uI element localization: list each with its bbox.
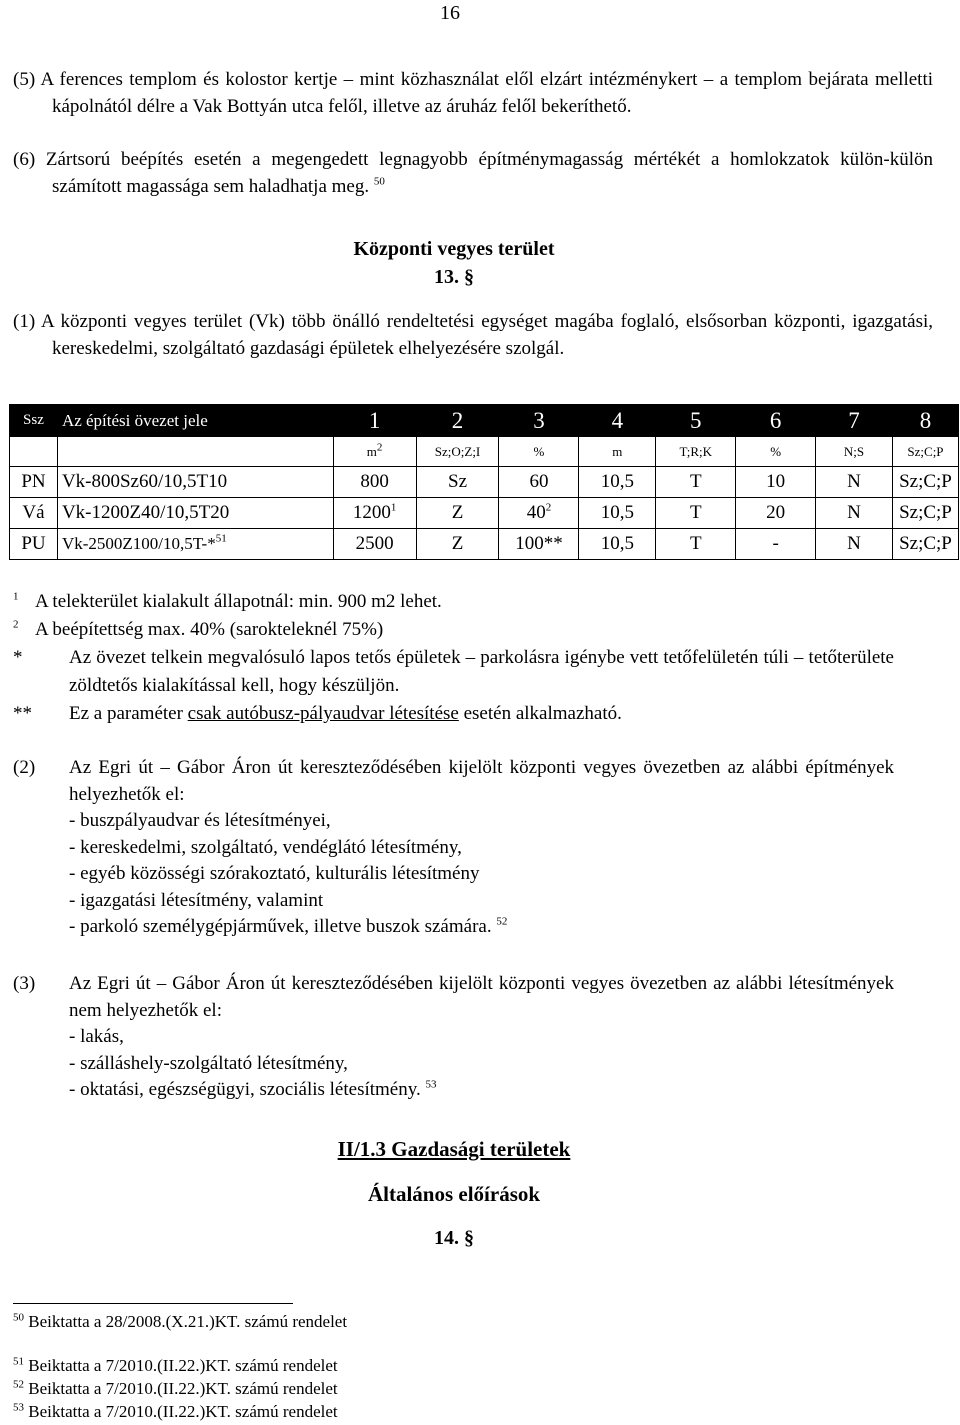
- cell-col-5: T: [656, 529, 736, 560]
- unit-cell: N;S: [816, 437, 893, 467]
- list-item-text: - oktatási, egészségügyi, szociális létesítmény.: [69, 1079, 421, 1100]
- note-2-sup: 2: [13, 618, 19, 631]
- header-col-7: 7: [816, 405, 893, 437]
- header-col-8: 8: [892, 405, 958, 437]
- note-ref-2: 2: [545, 501, 552, 514]
- unit-cell: [10, 437, 58, 467]
- note-ref-1: 1: [390, 501, 397, 514]
- list-item: [69, 1077, 894, 1104]
- cell-col-8: Sz;C;P: [892, 529, 958, 560]
- section-number-14: 14. §: [434, 1227, 474, 1249]
- footnote-52: [13, 1378, 338, 1400]
- unit-cell: %: [736, 437, 816, 467]
- chapter-title: II/1.3 Gazdasági területek: [337, 1137, 571, 1161]
- note-1-text: A telekterület kialakult állapotnál: min. 900 m2 lehet.: [35, 591, 442, 612]
- header-col-5: 5: [656, 405, 736, 437]
- cell-col-2: Sz: [416, 467, 499, 498]
- cell-ssz: Vá: [10, 498, 58, 529]
- footnote-ref-50: 50: [373, 175, 385, 188]
- unit-cell: [57, 437, 333, 467]
- list-item: - lakás,: [69, 1026, 124, 1047]
- unit-cell: [333, 437, 416, 467]
- paragraph-5: (5) A ferences templom és kolostor kertje – mint közhasználat elől elzárt intézménykert – a templom bejárata melletti kápolnától délre a Vak Bottyán utca felől, illetve az áruház felől bekeríthető.: [13, 69, 933, 117]
- table-row: [10, 498, 959, 529]
- list-item: [69, 914, 894, 941]
- cell-col-7: N: [816, 498, 893, 529]
- paragraph-3: [13, 971, 894, 1104]
- unit-m: m: [366, 443, 377, 459]
- footnote-ref-52: 52: [496, 915, 508, 928]
- header-col-2: 2: [416, 405, 499, 437]
- cell-col-6: -: [736, 529, 816, 560]
- note-star-text: Az övezet telkein megvalósuló lapos tetős épületek – parkolásra igénybe vett tetőfelületén túli – tetőterülete zöldtetős kialakítással kell, hogy készüljön.: [69, 647, 894, 696]
- note-text-underlined: csak autóbusz-pályaudvar létesítése: [187, 703, 459, 724]
- cell-col-1: [333, 498, 416, 529]
- unit-m-sup: 2: [376, 441, 383, 454]
- list-item: - buszpályaudvar és létesítményei,: [69, 810, 331, 831]
- note-2-text: A beépítettség max. 40% (sarokteleknél 75%): [35, 619, 384, 640]
- cell-col-4: 10,5: [579, 529, 656, 560]
- paragraph-6-text: (6) Zártsorú beépítés esetén a megengedett legnagyobb építménymagasság mértékét a homlokzatok külön-külön számított magassága sem haladhatja meg.: [13, 149, 933, 197]
- paragraph-1: (1) A központi vegyes terület (Vk) több önálló rendeltetési egységet magába foglaló, elsősorban központi, igazgatási, kereskedelmi, szolgáltató gazdasági épületek elhelyezésére szolgál.: [13, 311, 933, 359]
- cell-col-4: 10,5: [579, 498, 656, 529]
- general-title: Általános előírások: [367, 1182, 541, 1206]
- cell-col-3: 100**: [499, 529, 579, 560]
- list-item: - kereskedelmi, szolgáltató, vendéglátó létesítmény,: [69, 836, 462, 858]
- footnote-text: Beiktatta a 7/2010.(II.22.)KT. számú rendelet: [28, 1379, 338, 1398]
- footnote-text: Beiktatta a 7/2010.(II.22.)KT. számú rendelet: [28, 1402, 338, 1421]
- table-header-row: [10, 405, 959, 437]
- note-1-mark: [13, 588, 35, 616]
- section-title: Központi vegyes terület: [353, 238, 555, 260]
- header-col-3: 3: [499, 405, 579, 437]
- note-text-b: esetén alkalmazható.: [463, 703, 622, 724]
- cell-col-6: 10: [736, 467, 816, 498]
- unit-cell: m: [579, 437, 656, 467]
- unit-cell: %: [499, 437, 579, 467]
- table-notes: [13, 588, 894, 728]
- note-1-sup: 1: [13, 590, 19, 603]
- footnote-number: 51: [13, 1355, 24, 1368]
- note-text-a: Ez a paraméter: [69, 703, 183, 724]
- list-item: - igazgatási létesítmény, valamint: [69, 889, 324, 911]
- cell-col-8: Sz;C;P: [892, 498, 958, 529]
- zoning-table: [9, 404, 959, 560]
- header-ssz: Ssz: [10, 405, 58, 437]
- cell-col-8: Sz;C;P: [892, 467, 958, 498]
- cell-ssz: PU: [10, 529, 58, 560]
- cell-col-1: 800: [333, 467, 416, 498]
- list-item: - egyéb közösségi szórakoztató, kulturális létesítmény: [69, 863, 480, 884]
- chapter-title-wrap: [0, 1137, 908, 1162]
- paragraph-3-number: (3): [13, 973, 36, 994]
- list-item-text: - parkoló személygépjárművek, illetve buszok számára.: [69, 916, 492, 937]
- unit-cell: T;R;K: [656, 437, 736, 467]
- note-1: [13, 588, 894, 616]
- cell-col-2: Z: [416, 529, 499, 560]
- footnote-number: 53: [13, 1401, 24, 1414]
- note-double-star-mark: **: [13, 703, 32, 724]
- note-star-mark: *: [13, 647, 23, 668]
- cell-zone-code: [57, 529, 333, 560]
- cell-col-3: [499, 498, 579, 529]
- cell-col-1: 2500: [333, 529, 416, 560]
- footnote-text: Beiktatta a 28/2008.(X.21.)KT. számú rendelet: [28, 1312, 348, 1331]
- cell-col-7: N: [816, 529, 893, 560]
- header-col-6: 6: [736, 405, 816, 437]
- unit-cell: Sz;O;Z;I: [416, 437, 499, 467]
- footnote-ref-53: 53: [425, 1078, 437, 1091]
- note-double-star-text: [69, 700, 622, 728]
- footnote-number: 50: [13, 1311, 24, 1324]
- footnote-text: Beiktatta a 7/2010.(II.22.)KT. számú rendelet: [28, 1356, 338, 1375]
- cell-col-3: 60: [499, 467, 579, 498]
- header-zone-code: Az építési övezet jele: [57, 405, 333, 437]
- footnote-50: [13, 1311, 347, 1333]
- cell-value: 1200: [352, 502, 391, 523]
- cell-ssz: PN: [10, 467, 58, 498]
- paragraph-6: [13, 147, 933, 200]
- paragraph-2-number: (2): [13, 757, 36, 778]
- cell-zone-code: Vk-1200Z40/10,5T20: [57, 498, 333, 529]
- footnote-53: [13, 1401, 338, 1423]
- cell-col-4: 10,5: [579, 467, 656, 498]
- note-star: [13, 644, 894, 700]
- paragraph-2-intro: Az Egri út – Gábor Áron út kereszteződésében kijelölt központi vegyes övezetben az alábbi építmények helyezhetők el:: [69, 757, 894, 805]
- cell-col-6: 20: [736, 498, 816, 529]
- table-units-row: [10, 437, 959, 467]
- note-double-star: [13, 700, 894, 728]
- footnote-divider: [13, 1303, 293, 1304]
- unit-cell: Sz;C;P: [892, 437, 958, 467]
- header-col-1: 1: [333, 405, 416, 437]
- note-2-mark: [13, 616, 35, 644]
- footnote-ref-51: 51: [215, 532, 227, 545]
- paragraph-2: [13, 755, 894, 941]
- cell-col-5: T: [656, 498, 736, 529]
- footnote-51: [13, 1355, 338, 1377]
- cell-col-5: T: [656, 467, 736, 498]
- table-row: [10, 529, 959, 560]
- cell-zone-code: Vk-800Sz60/10,5T10: [57, 467, 333, 498]
- note-2: [13, 616, 894, 644]
- table-row: [10, 467, 959, 498]
- list-item: - szálláshely-szolgáltató létesítmény,: [69, 1052, 348, 1074]
- page-number: 16: [440, 2, 460, 24]
- cell-value: 40: [526, 502, 546, 523]
- footnote-number: 52: [13, 1378, 24, 1391]
- section-number: 13. §: [434, 266, 474, 288]
- cell-col-7: N: [816, 467, 893, 498]
- cell-value: Vk-2500Z100/10,5T-*: [61, 534, 216, 553]
- header-col-4: 4: [579, 405, 656, 437]
- cell-col-2: Z: [416, 498, 499, 529]
- paragraph-3-intro: Az Egri út – Gábor Áron út kereszteződésében kijelölt központi vegyes övezetben az alábbi létesítmények nem helyezhetők el:: [69, 973, 894, 1021]
